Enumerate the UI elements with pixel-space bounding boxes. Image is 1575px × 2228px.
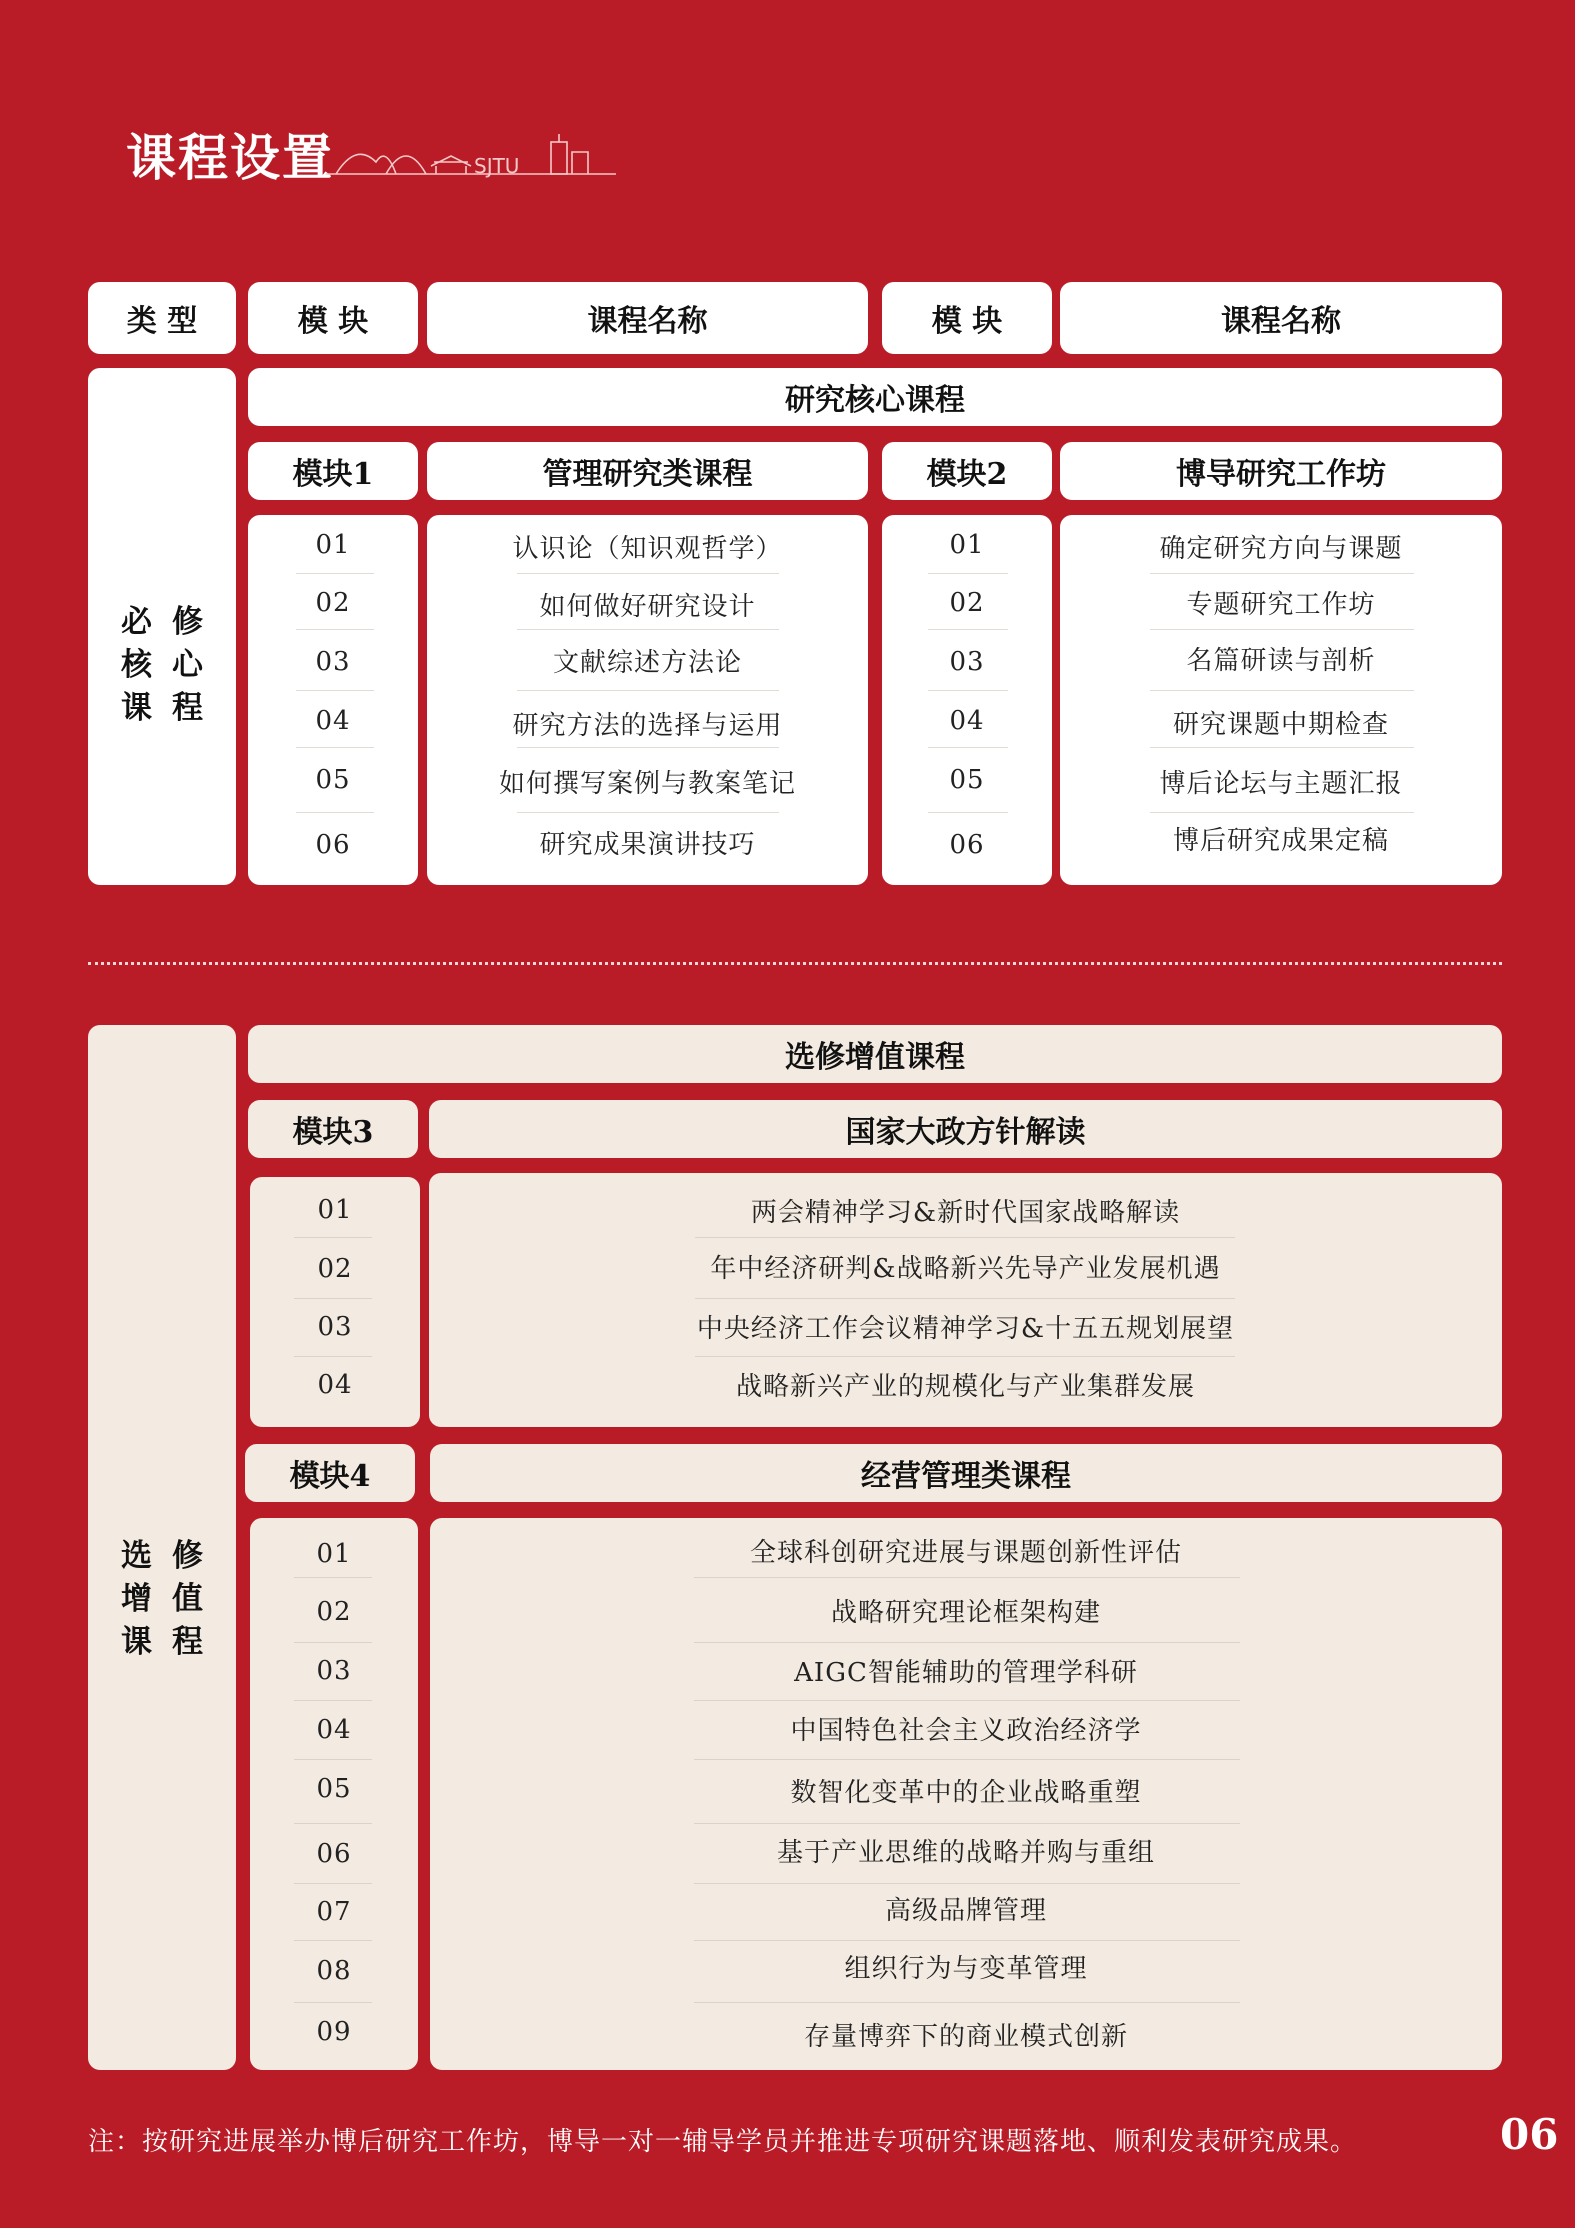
list-item-number: 02 [315, 588, 351, 618]
list-item-course: 中央经济工作会议精神学习&十五五规划展望 [696, 1313, 1235, 1344]
list-item-course: 数智化变革中的企业战略重塑 [790, 1777, 1142, 1808]
divider [1150, 690, 1414, 691]
divider [928, 690, 1008, 691]
list-item-course: AIGC智能辅助的管理学科研 [794, 1657, 1138, 1688]
module4-label: 模块4 [245, 1444, 415, 1502]
required-label-line: 课程 [121, 690, 223, 726]
list-item-number: 01 [317, 1195, 353, 1225]
divider [694, 1883, 1240, 1884]
elective-label-line: 增值 [121, 1581, 223, 1617]
divider [294, 1940, 372, 1941]
list-item-course: 战略新兴产业的规模化与产业集群发展 [735, 1371, 1195, 1402]
divider [1150, 812, 1414, 813]
elective-label-line: 课程 [121, 1624, 223, 1660]
divider [296, 812, 374, 813]
module3-numbers-panel [250, 1177, 420, 1427]
list-item-course: 文献综述方法论 [552, 647, 742, 678]
divider [695, 1298, 1235, 1299]
list-item-number: 01 [315, 530, 351, 560]
page-number: 06 [1500, 2110, 1559, 2159]
header-module-a: 模 块 [248, 282, 418, 354]
campus-skyline-icon [326, 132, 616, 178]
divider [294, 2002, 372, 2003]
list-item-course: 年中经济研判&战略新兴先导产业发展机遇 [710, 1253, 1221, 1284]
list-item-course: 基于产业思维的战略并购与重组 [776, 1837, 1155, 1868]
footer-note: 注：按研究进展举办博后研究工作坊，博导一对一辅导学员并推进专项研究课题落地、顺利发表研究成果。 [88, 2127, 1358, 2157]
module2-label: 模块2 [882, 442, 1052, 500]
list-item-course: 如何做好研究设计 [539, 591, 756, 622]
elective-section-title: 选修增值课程 [248, 1025, 1502, 1083]
divider [1150, 629, 1414, 630]
divider [928, 573, 1008, 574]
section-divider [88, 962, 1502, 965]
divider [928, 812, 1008, 813]
list-item-course: 名篇研读与剖析 [1186, 645, 1376, 676]
module4-courses-panel [430, 1518, 1502, 2070]
elective-type-label [88, 1535, 236, 1664]
module1-label: 模块1 [248, 442, 418, 500]
list-item-course: 中国特色社会主义政治经济学 [790, 1715, 1142, 1746]
divider [294, 1577, 372, 1578]
list-item-number: 02 [317, 1254, 353, 1284]
list-item-number: 02 [949, 588, 985, 618]
list-item-course: 存量博弈下的商业模式创新 [803, 2021, 1128, 2052]
divider [517, 573, 779, 574]
required-label-line: 必修 [121, 604, 223, 640]
list-item-course: 高级品牌管理 [884, 1895, 1047, 1926]
divider [694, 1823, 1240, 1824]
divider [294, 1642, 372, 1643]
divider [294, 1759, 372, 1760]
divider [294, 1883, 372, 1884]
divider [695, 1237, 1235, 1238]
module3-label: 模块3 [248, 1100, 418, 1158]
list-item-course: 两会精神学习&新时代国家战略解读 [750, 1197, 1181, 1228]
list-item-number: 03 [317, 1312, 353, 1342]
list-item-number: 08 [316, 1956, 352, 1986]
list-item-number: 03 [315, 647, 351, 677]
list-item-course: 专题研究工作坊 [1186, 589, 1376, 620]
divider [1150, 747, 1414, 748]
divider [928, 629, 1008, 630]
required-section-title: 研究核心课程 [248, 368, 1502, 426]
list-item-number: 06 [315, 830, 351, 860]
list-item-course: 组织行为与变革管理 [844, 1953, 1088, 1984]
list-item-number: 04 [949, 706, 985, 736]
divider [296, 573, 374, 574]
module2-numbers-panel [882, 515, 1052, 885]
list-item-course: 博后论坛与主题汇报 [1159, 768, 1403, 799]
divider [694, 1700, 1240, 1701]
list-item-course: 认识论（知识观哲学） [512, 533, 783, 564]
list-item-course: 研究成果演讲技巧 [539, 829, 756, 860]
list-item-number: 05 [949, 765, 985, 795]
header-module-b: 模 块 [882, 282, 1052, 354]
divider [694, 1642, 1240, 1643]
list-item-number: 04 [315, 706, 351, 736]
module2-title: 博导研究工作坊 [1060, 442, 1502, 500]
header-course-name-a: 课程名称 [427, 282, 868, 354]
required-type-panel [88, 368, 236, 885]
divider [517, 747, 779, 748]
divider [296, 747, 374, 748]
list-item-number: 04 [317, 1370, 353, 1400]
divider [296, 690, 374, 691]
divider [296, 629, 374, 630]
list-item-course: 如何撰写案例与教案笔记 [498, 768, 796, 799]
list-item-number: 01 [316, 1539, 352, 1569]
divider [928, 747, 1008, 748]
divider [294, 1237, 372, 1238]
list-item-course: 博后研究成果定稿 [1172, 825, 1389, 856]
divider [694, 1577, 1240, 1578]
module4-numbers-panel [250, 1518, 418, 2070]
module3-title: 国家大政方针解读 [429, 1100, 1502, 1158]
list-item-course: 确定研究方向与课题 [1159, 533, 1403, 564]
list-item-course: 研究方法的选择与运用 [512, 710, 783, 741]
page-title: 课程设置 [126, 128, 334, 187]
list-item-number: 06 [949, 830, 985, 860]
required-label-line: 核心 [121, 647, 223, 683]
list-item-number: 03 [316, 1656, 352, 1686]
divider [294, 1823, 372, 1824]
divider [1150, 573, 1414, 574]
divider [694, 1759, 1240, 1760]
list-item-number: 03 [949, 647, 985, 677]
header-type: 类 型 [88, 282, 236, 354]
list-item-number: 01 [949, 530, 985, 560]
divider [695, 1356, 1235, 1357]
list-item-number: 05 [315, 765, 351, 795]
module2-courses-panel [1060, 515, 1502, 885]
list-item-number: 07 [316, 1897, 352, 1927]
module1-numbers-panel [248, 515, 418, 885]
divider [294, 1700, 372, 1701]
module1-title: 管理研究类课程 [427, 442, 868, 500]
skyline-text: SJTU [474, 154, 520, 178]
list-item-number: 09 [316, 2017, 352, 2047]
list-item-number: 02 [316, 1597, 352, 1627]
list-item-number: 04 [316, 1715, 352, 1745]
divider [517, 690, 779, 691]
divider [694, 1940, 1240, 1941]
list-item-number: 06 [316, 1839, 352, 1869]
header-course-name-b: 课程名称 [1060, 282, 1502, 354]
divider [294, 1298, 372, 1299]
divider [517, 812, 779, 813]
module4-title: 经营管理类课程 [430, 1444, 1502, 1502]
divider [294, 1356, 372, 1357]
divider [517, 629, 779, 630]
divider [694, 2002, 1240, 2003]
module3-courses-panel [429, 1173, 1502, 1427]
elective-label-line: 选修 [121, 1538, 223, 1574]
module1-courses-panel [427, 515, 868, 885]
list-item-course: 研究课题中期检查 [1172, 709, 1389, 740]
elective-type-panel [88, 1025, 236, 2070]
list-item-number: 05 [316, 1774, 352, 1804]
required-type-label [88, 601, 236, 730]
list-item-course: 战略研究理论框架构建 [830, 1597, 1101, 1628]
list-item-course: 全球科创研究进展与课题创新性评估 [749, 1537, 1182, 1568]
